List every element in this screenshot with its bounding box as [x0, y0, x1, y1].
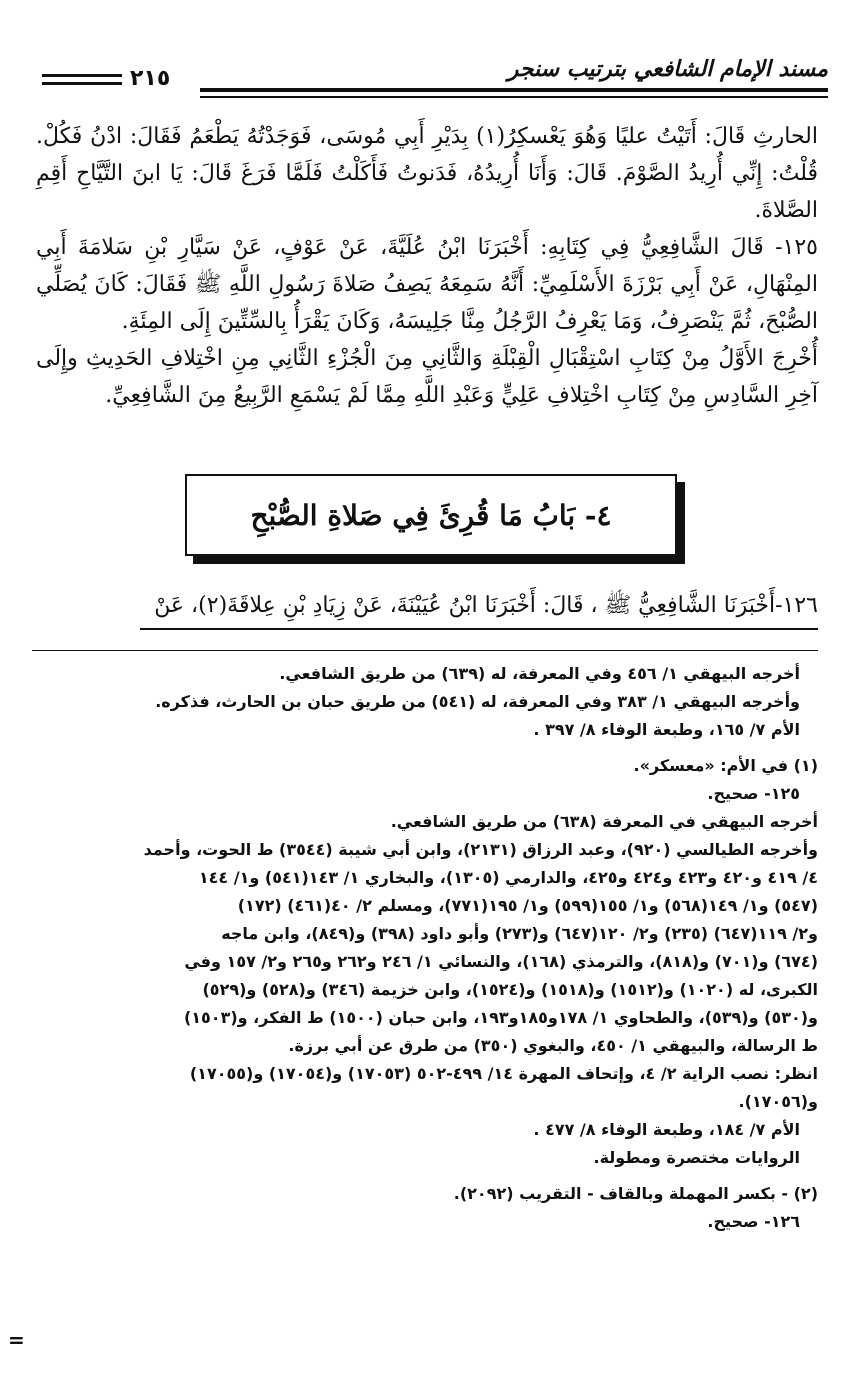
note-line: ٤/ ٤١٩ و٤٢٠ و٤٢٣ و٤٢٤ و٤٢٥، والدارمي (١٣٠٥)، والبخاري ١/ ١٤٣(٥٤١) و١/ ١٤٤ [198, 868, 818, 887]
note-line: الأم ٧/ ١٦٥، وطبعة الوفاء ٨/ ٣٩٧ . [533, 720, 800, 739]
header-rule-thin [200, 96, 828, 98]
footnote-2: (٢) - بكسر المهملة وبالقاف - التقريب (٢٠٩٢). [453, 1184, 818, 1203]
page-number-rule-top [42, 74, 122, 77]
note-line: ط الرسالة، والبيهقي ١/ ٤٥٠، والبغوي (٣٥٠) من طرق عن أبي برزة. [288, 1036, 818, 1055]
note-line: و٢/ ١١٩(٦٤٧) (٢٣٥) و٢/ ١٢٠(٦٤٧) و(٢٧٣) وأبو داود (٣٩٨) و(٨٤٩)، وابن ماجه [221, 924, 818, 943]
note-line: (٦٧٤) و(٧٠١) و(٨١٨)، والترمذي (١٦٨)، والنسائي ١/ ٢٤٦ و٢٦٢ و٢٦٥ و٢/ ١٥٧ وفي [184, 952, 818, 971]
note-line: الأم ٧/ ١٨٤، وطبعة الوفاء ٨/ ٤٧٧ . [533, 1120, 800, 1139]
note-line: الكبرى، له (١٠٢٠) و(١٥١٢) و(١٥١٨) و(١٥٢٤)، وابن خزيمة (٣٤٦) و(٥٢٨) و(٥٢٩) [202, 980, 818, 999]
hadith-126-line: ١٢٦-أَخْبَرَنَا الشَّافِعِيُّ ﷺ ، قَالَ: أَخْبَرَنَا ابْنُ عُيَيْنَةَ، عَنْ زِيَادِ بْنِ عِلاقَةَ(٢)، عَنْ [154, 593, 818, 618]
hadith-126-underline [140, 628, 818, 630]
edge-mark: = [8, 1328, 25, 1352]
main-paragraph-3: أُخْرِجَ الأَوَّلُ مِنْ كِتَابِ اسْتِقْبَالِ الْقِبْلَةِ وَالثَّانِي مِنَ الْجُزْءِ الثَّانِي مِنِ اخْتِلافِ الحَدِيثِ وإِلَى آخِرِ السَّادِسِ مِنْ كِتَابِ اخْتِلافِ عَلِيٍّ وَعَبْدِ اللَّهِ مِمَّا لَمْ يَسْمَعِ الرَّبِيعُ مِنَ الشَّافِعِيِّ. [36, 346, 818, 408]
note-line: الروايات مختصرة ومطولة. [593, 1148, 800, 1167]
main-paragraph-2: ١٢٥- قَالَ الشَّافِعِيُّ فِي كِتَابِهِ: أَخْبَرَنَا ابْنُ عُلَيَّةَ، عَنْ عَوْفٍ، عَنْ سَيَّارِ بْنِ سَلامَةَ أَبِي المِنْهَالِ، عَنْ أَبِي بَرْزَةَ الأَسْلَمِيِّ: أَنَّهُ سَمِعَهُ يَصِفُ صَلاةَ رَسُولِ اللَّهِ ﷺ فَقَالَ: كَانَ يُصَلِّي الصُّبْحَ، ثُمَّ يَنْصَرِفُ، وَمَا يَعْرِفُ الرَّجُلُ مِنَّا جَلِيسَهُ، وَكَانَ يَقْرَأُ بِالسِّتِّينَ إِلَى المِئَةِ. [36, 235, 818, 334]
chapter-heading-box [185, 474, 685, 564]
note-line: وأخرجه البيهقي ١/ ٣٨٣ وفي المعرفة، له (٥٤١) من طريق حبان بن الحارث، فذكره. [155, 692, 800, 711]
note-line: انظر: نصب الراية ٢/ ٤، وإتحاف المهرة ١٤/ ٤٩٩-٥٠٢ (١٧٠٥٣) و(١٧٠٥٤) و(١٧٠٥٥) [189, 1064, 818, 1083]
note-126-title: ١٢٦- صحيح. [707, 1212, 800, 1231]
chapter-heading: ٤- بَابُ مَا قُرِئَ فِي صَلاةِ الصُّبْحِ [185, 474, 677, 556]
note-line: و(٥٣٠) و(٥٣٩)، والطحاوي ١/ ١٧٨و١٨٥و١٩٣، وابن حبان (١٥٠٠) ط الفكر، و(١٥٠٣) [183, 1008, 818, 1027]
note-line: أخرجه البيهقي في المعرفة (٦٣٨) من طريق الشافعي. [390, 812, 818, 831]
page-number-rule-bottom [42, 82, 122, 85]
main-text [36, 118, 818, 414]
note-line: أخرجه البيهقي ١/ ٤٥٦ وفي المعرفة، له (٦٣٩) من طريق الشافعي. [279, 664, 800, 683]
footnotes [24, 660, 818, 1236]
header-rule-thick [200, 88, 828, 92]
page-number: ٢١٥ [130, 66, 171, 91]
note-line: وأخرجه الطيالسي (٩٢٠)، وعبد الرزاق (٢١٣١)، وابن أبي شيبة (٣٥٤٤) ط الحوت، وأحمد [143, 840, 818, 859]
note-125-title: ١٢٥- صحيح. [707, 784, 800, 803]
footnote-1: (١) في الأم: «معسكر». [633, 756, 818, 775]
footnote-separator [32, 650, 818, 651]
book-title: مسند الإمام الشافعي بترتيب سنجر [507, 56, 828, 82]
running-header [30, 52, 828, 102]
note-line: (٥٤٧) و١/ ١٤٩(٥٦٨) و١/ ١٥٥(٥٩٩) و١/ ١٩٥(٧٧١)، ومسلم ٢/ ٤٠(٤٦١) (١٧٢) [237, 896, 818, 915]
note-line: و(١٧٠٥٦). [738, 1092, 818, 1111]
main-paragraph-1: الحارثِ قَالَ: أَتَيْتُ عليًا وَهُوَ يَعْسكِرُ(١) بِدَيْرِ أَبِي مُوسَى، فَوَجَدْتُهُ يَطْعَمُ فَقَالَ: ادْنُ فَكُلْ. قُلْتُ: إِنِّي أُرِيدُ الصَّوْمَ. قَالَ: وَأَنَا أُرِيدُهُ، فَدَنوتُ فَأَكَلْتُ فَلَمَّا فَرَغَ قَالَ: يَا ابنَ التَّيَّاحِ أَقِمِ الصَّلاةَ. [36, 124, 818, 223]
